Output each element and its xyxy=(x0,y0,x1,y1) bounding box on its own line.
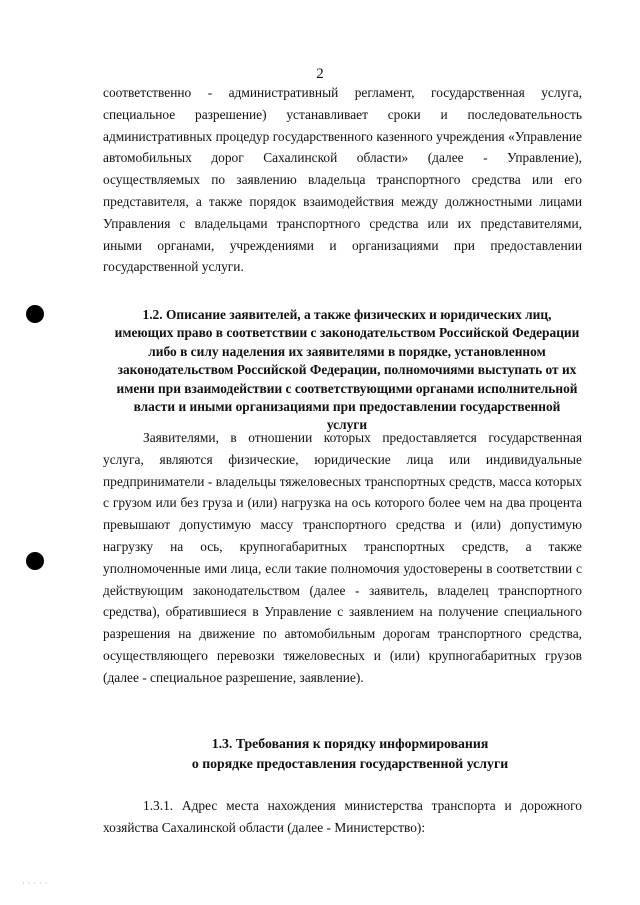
punch-hole-icon xyxy=(26,305,44,323)
scan-noise-mark: ····· xyxy=(22,879,51,888)
paragraph-intro: соответственно - административный регламент, государственная услуга, специальное разрешение) устанавливает сроки и последовательность административных процедур государственного казенного учреждения «Управление автомобильных дорог Сахалинской области» (далее - Управление), осуществляемых по заявлению владельца транспортного средства или его представителя, а также порядок взаимодействия между должностными лицами Управления с владельцами транспортного средства или их представителями, иными органами, учреждениями и организациями при предоставлении государственной услуги. xyxy=(103,85,582,275)
heading-section-1-3-line-2: о порядке предоставления государственной услуги xyxy=(191,756,509,771)
page-number: 2 xyxy=(316,66,324,82)
heading-section-1-2: 1.2. Описание заявителей, а также физических и юридических лиц, имеющих право в соответствии с законодательством Российской Федерации либо в силу наделения их заявителями в порядке, установленном законодательством Российской Федерации, полномочиями выступать от их имени при взаимодействии с соответствующими органами исполнительной власти и иными организациями при предоставлении государственной услуги xyxy=(114,307,580,433)
paragraph-address: 1.3.1. Адрес места нахождения министерства транспорта и дорожного хозяйства Сахалинской области (далее - Министерство): xyxy=(103,798,582,835)
heading-section-1-3-line-1: 1.3. Требования к порядку информирования xyxy=(211,736,489,751)
heading-section-1-3 xyxy=(150,734,550,774)
paragraph-applicants: Заявителями, в отношении которых предоставляется государственная услуга, являются физические, юридические лица или индивидуальные предприниматели - владельцы тяжеловесных транспортных средств, масса которых с грузом или без груза и (или) нагрузка на ось которого более чем на два процента превышают допустимую массу транспортного средства и (или) допустимую нагрузку на ось, крупногабаритных транспортных средств, а также уполномоченные ими лица, если такие полномочия удостоверены в соответствии с действующим законодательством (далее - заявитель, владелец транспортного средства), обратившиеся в Управление с заявлением на получение специального разрешения на движение по автомобильным дорогам транспортного средства, осуществляющего перевозки тяжеловесных и (или) крупногабаритных грузов (далее - специальное разрешение, заявление). xyxy=(103,430,582,685)
punch-hole-icon xyxy=(26,552,44,570)
